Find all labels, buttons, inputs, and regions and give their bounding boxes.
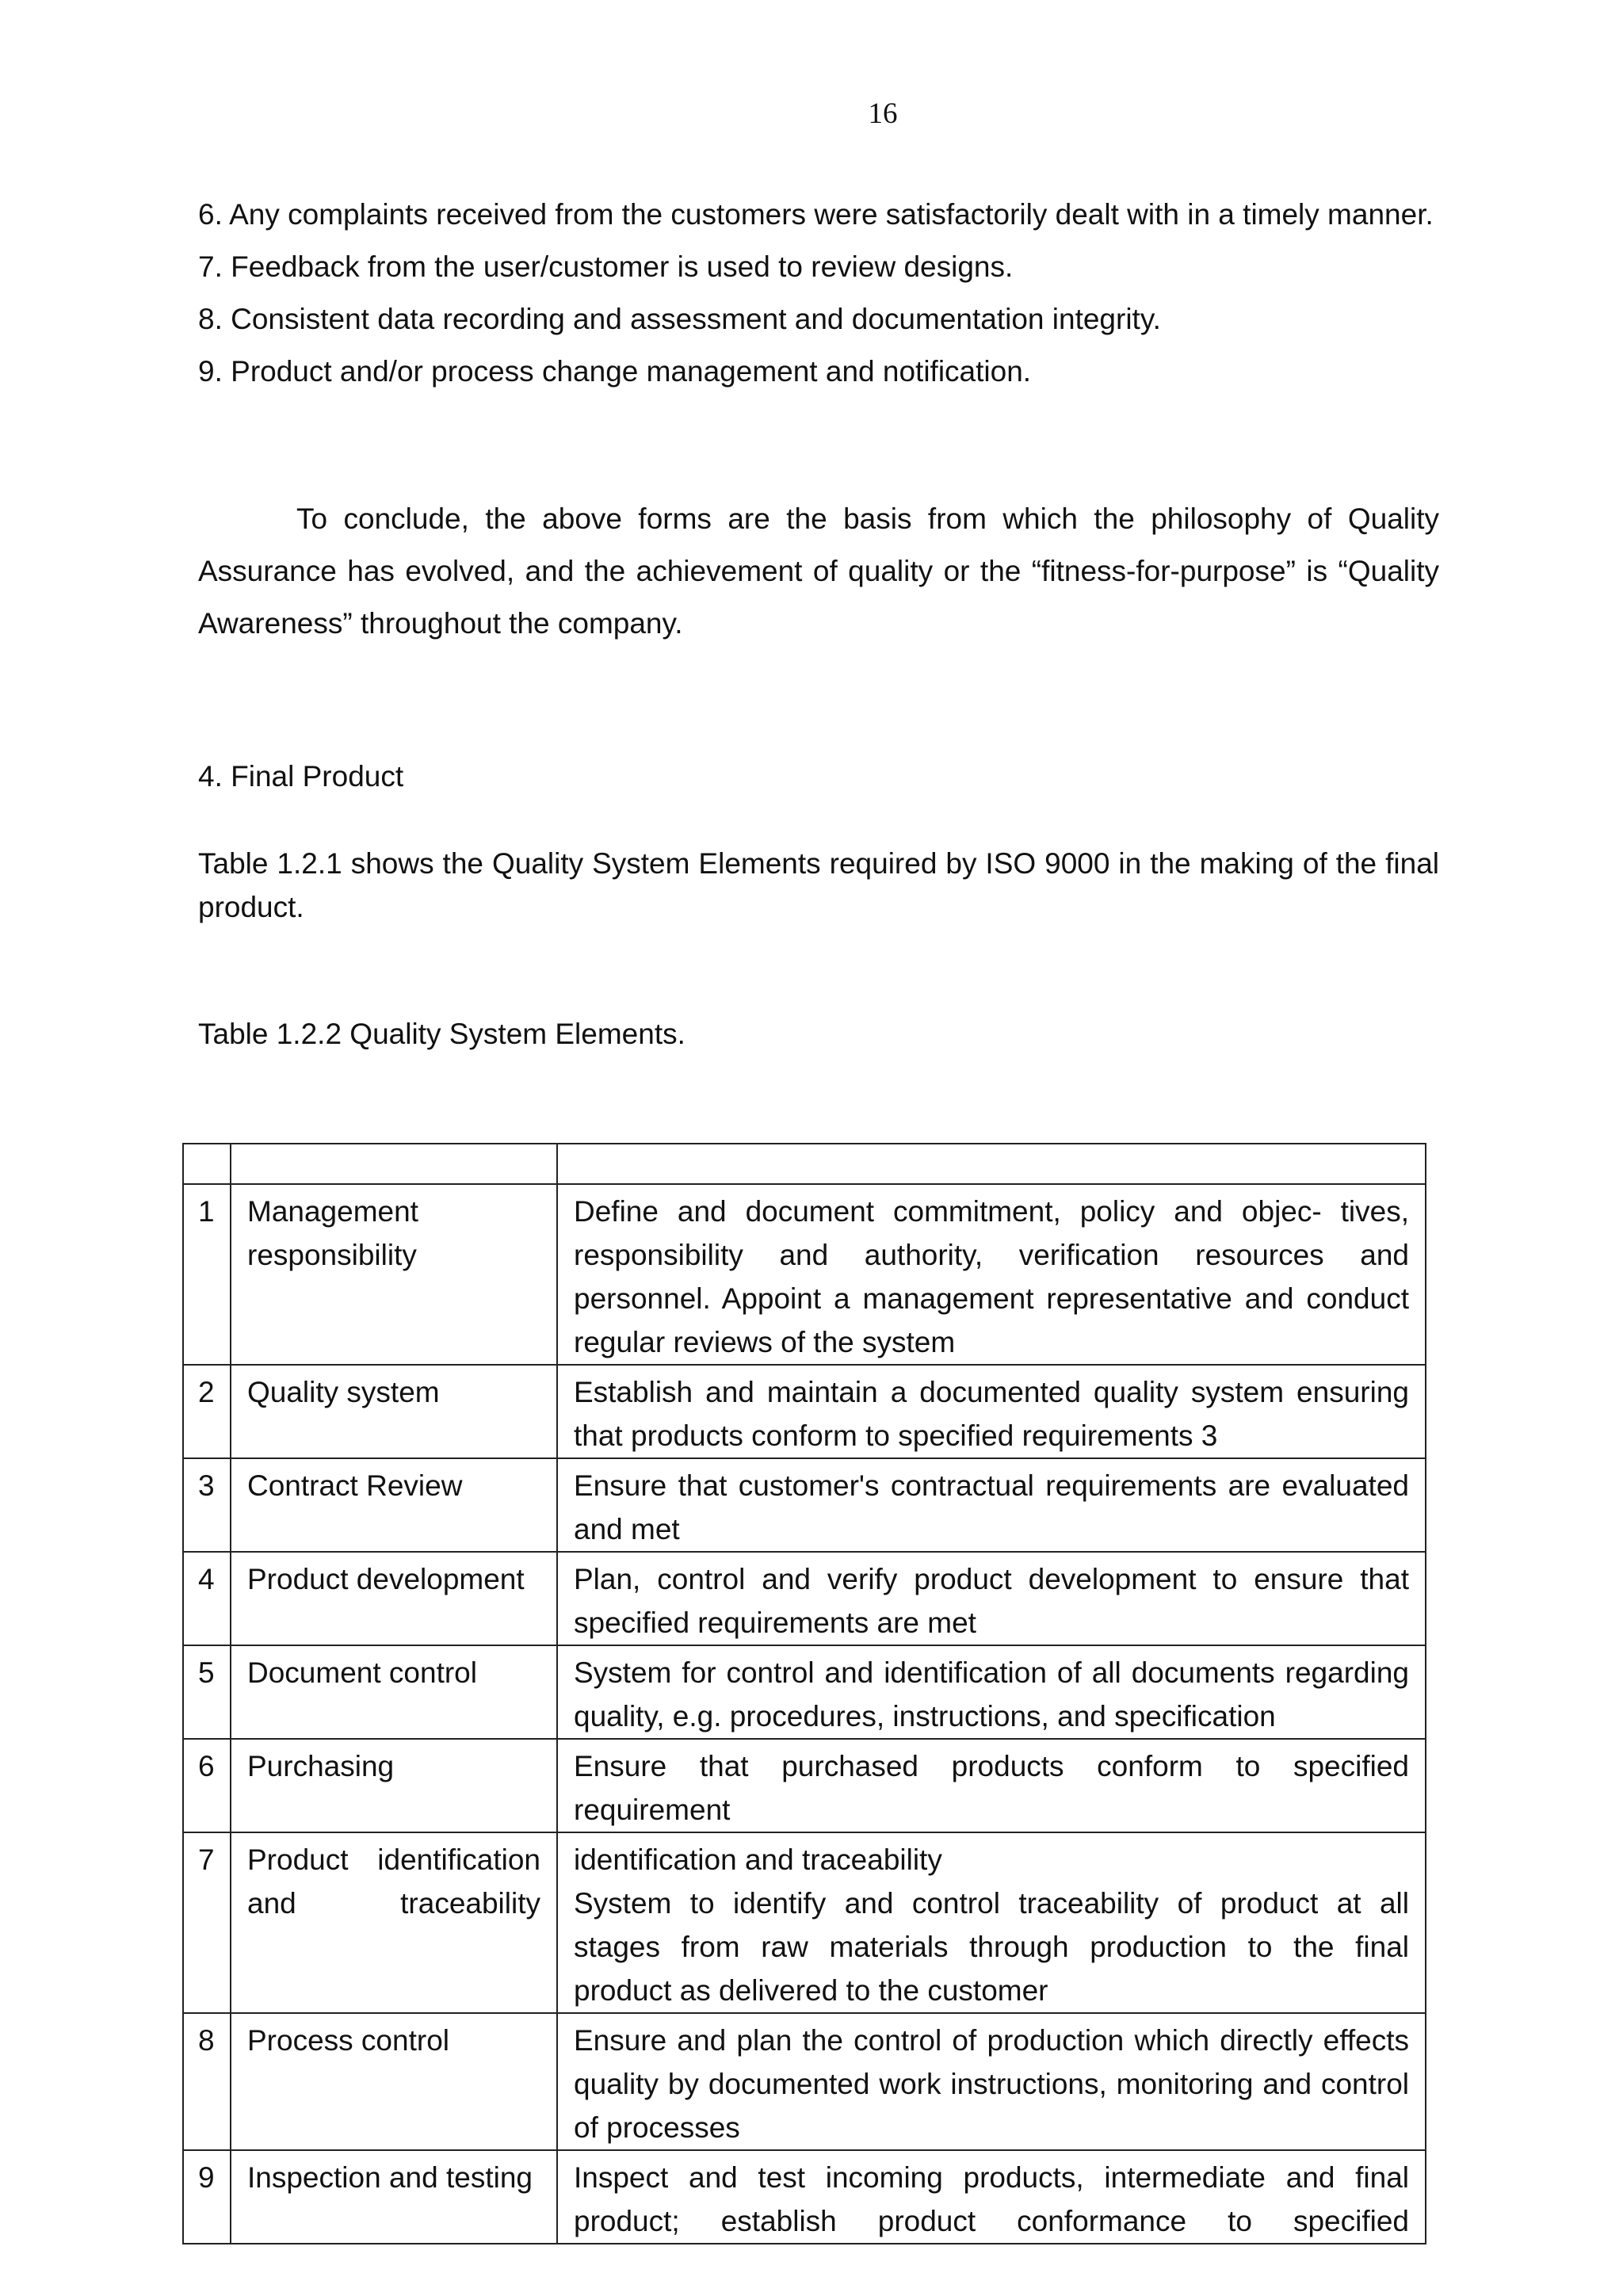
table-row xyxy=(183,1739,1426,1832)
description-body: System to identify and control traceability of product at all stages from raw materials through production to the final product as delivered to the customer xyxy=(574,1887,1409,2007)
element-name: Product development xyxy=(231,1552,557,1645)
page-number: 16 xyxy=(868,97,898,130)
row-number: 5 xyxy=(183,1645,231,1739)
row-number: 1 xyxy=(183,1184,231,1365)
row-number: 8 xyxy=(183,2013,231,2150)
quality-system-table xyxy=(182,1143,1426,2244)
list-item: 6. Any complaints received from the customers were satisfactorily dealt with in a timely manner. xyxy=(198,198,1434,231)
row-number: 6 xyxy=(183,1739,231,1832)
table-row xyxy=(183,1832,1426,2013)
element-description xyxy=(557,1832,1426,2013)
row-number: 3 xyxy=(183,1458,231,1552)
element-name: Product identification and traceability xyxy=(231,1832,557,2013)
table-caption: Table 1.2.2 Quality System Elements. xyxy=(198,1018,685,1050)
row-number: 9 xyxy=(183,2150,231,2244)
element-description: Ensure and plan the control of production which directly effects quality by documented work instructions, monitoring and control of processes xyxy=(557,2013,1426,2150)
table-row xyxy=(183,1365,1426,1458)
element-description: System for control and identification of all documents regarding quality, e.g. procedures, instructions, and specification xyxy=(557,1645,1426,1739)
table-row xyxy=(183,2150,1426,2244)
list-item: 8. Consistent data recording and assessment and documentation integrity. xyxy=(198,303,1161,335)
element-name: Quality system xyxy=(231,1365,557,1458)
element-name: Contract Review xyxy=(231,1458,557,1552)
description-heading: identification and traceability xyxy=(574,1843,942,1876)
element-name: Process control xyxy=(231,2013,557,2150)
row-number: 4 xyxy=(183,1552,231,1645)
section-heading: 4. Final Product xyxy=(198,760,404,793)
table-header-row xyxy=(183,1144,1426,1184)
table-row xyxy=(183,2013,1426,2150)
intro-paragraph: Table 1.2.1 shows the Quality System Elements required by ISO 9000 in the making of the final product. xyxy=(198,847,1439,923)
element-name: Management responsibility xyxy=(231,1184,557,1365)
element-description: Inspect and test incoming products, intermediate and final product; establish product conformance to specified xyxy=(557,2150,1426,2244)
conclusion-paragraph: To conclude, the above forms are the basis from which the philosophy of Quality Assurance has evolved, and the achievement of quality or the “fitness-for-purpose” is “Quality Awareness” throughout the company. xyxy=(198,502,1439,640)
table-row xyxy=(183,1458,1426,1552)
element-description: Ensure that customer's contractual requirements are evaluated and met xyxy=(557,1458,1426,1552)
element-description: Ensure that purchased products conform to specified requirement xyxy=(557,1739,1426,1832)
element-description: Establish and maintain a documented quality system ensuring that products conform to specified requirements 3 xyxy=(557,1365,1426,1458)
list-item: 7. Feedback from the user/customer is used to review designs. xyxy=(198,250,1014,283)
element-name: Document control xyxy=(231,1645,557,1739)
table-row xyxy=(183,1552,1426,1645)
element-name: Inspection and testing xyxy=(231,2150,557,2244)
table-row xyxy=(183,1645,1426,1739)
element-name: Purchasing xyxy=(231,1739,557,1832)
row-number: 7 xyxy=(183,1832,231,2013)
element-description: Plan, control and verify product development to ensure that specified requirements are met xyxy=(557,1552,1426,1645)
row-number: 2 xyxy=(183,1365,231,1458)
list-item: 9. Product and/or process change management and notification. xyxy=(198,355,1032,388)
numbered-list xyxy=(198,189,1439,398)
table-row xyxy=(183,1184,1426,1365)
element-description: Define and document commitment, policy and objec- tives, responsibility and authority, verification resources and personnel. Appoint a management representative and conduct regular reviews of the system xyxy=(557,1184,1426,1365)
